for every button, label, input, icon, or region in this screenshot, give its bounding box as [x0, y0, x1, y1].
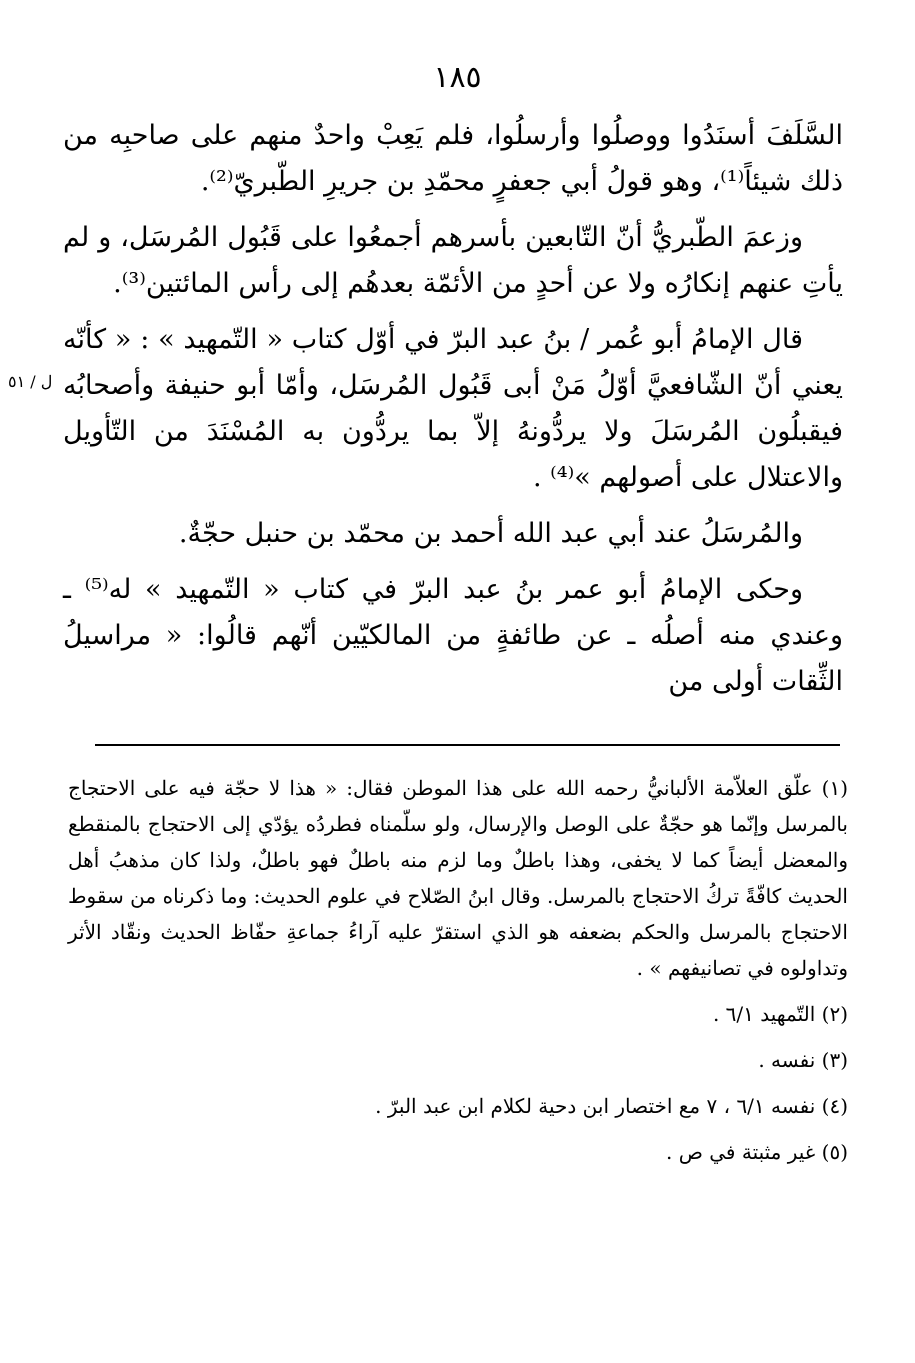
paragraph: قال الإمامُ أبو عُمر / بنُ عبد البرّ في أوّل كتاب « التّمهيد » : « كأنّه يعني أنّ الشّافعيَّ أوّلُ مَنْ أبى قَبُول المُرسَل، وأمّا أبو حنيفة وأصحابُه فيقبلُون المُرسَلَ ولا يردُّونهُ إلاّ بما يردُّون به المُسْنَدَ من التّأويل والاعتلال على أصولهم »⁽⁴⁾ . [63, 324, 843, 493]
footnote: (٢) التّمهيد ٦/١ . [712, 1002, 848, 1026]
main-text [63, 113, 843, 715]
page-number: ١٨٥ [433, 60, 482, 95]
margin-note: ل / ٥١ [8, 372, 53, 391]
footnote: (٥) غير مثبتة في ص . [666, 1140, 848, 1164]
footnote-divider [95, 744, 840, 746]
paragraph: وزعمَ الطّبريُّ أنّ التّابعين بأسرهم أجمعُوا على قَبُول المُرسَل، و لم يأتِ عنهم إنكارُه ولا عن أحدٍ من الأئمّة بعدهُم إلى رأس المائتين⁽³⁾. [63, 222, 843, 299]
footnotes [68, 770, 848, 1180]
paragraph: السَّلَفَ أسنَدُوا ووصلُوا وأرسلُوا، فلم يَعِبْ واحدٌ منهم على صاحبِه من ذلك شيئاً⁽¹⁾، وهو قولُ أبي جعفرٍ محمّدِ بن جريرِ الطّبريّ⁽²⁾. [63, 120, 843, 197]
paragraph: وحكى الإمامُ أبو عمر بنُ عبد البرّ في كتاب « التّمهيد » له⁽⁵⁾ ـ وعندي منه أصلُه ـ عن طائفةٍ من المالكيّين أنّهم قالُوا: « مراسيلُ الثِّقات أولى من [63, 574, 843, 697]
footnote: (٤) نفسه ٦/١ ، ٧ مع اختصار ابن دحية لكلام ابن عبد البرّ . [375, 1094, 848, 1118]
footnote: (٣) نفسه . [758, 1048, 848, 1072]
paragraph: والمُرسَلُ عند أبي عبد الله أحمد بن محمّد بن حنبل حجّةٌ. [178, 518, 803, 549]
footnote: (١) علّق العلاّمة الألبانيُّ رحمه الله على هذا الموطن فقال: « هذا لا حجّة فيه على الاحتجاج بالمرسل وإنّما هو حجّةٌ على الوصل والإرسال، ولو سلّمناه فطردُه يؤدّي إلى الاحتجاج بالمنقطع والمعضل أيضاً كما لا يخفى، وهذا باطلٌ وما لزم منه باطلٌ فهو باطلٌ، ولذا كان مذهبُ أهل الحديث كافّةً تركُ الاحتجاج بالمرسل. وقال ابنُ الصّلاح في علوم الحديث: وما ذكرناه من سقوط الاحتجاج بالمرسل والحكم بضعفه هو الذي استقرّ عليه آراءُ جماعةِ حفّاظ الحديث ونقّاد الأثر وتداولوه في تصانيفهم » . [68, 776, 848, 980]
